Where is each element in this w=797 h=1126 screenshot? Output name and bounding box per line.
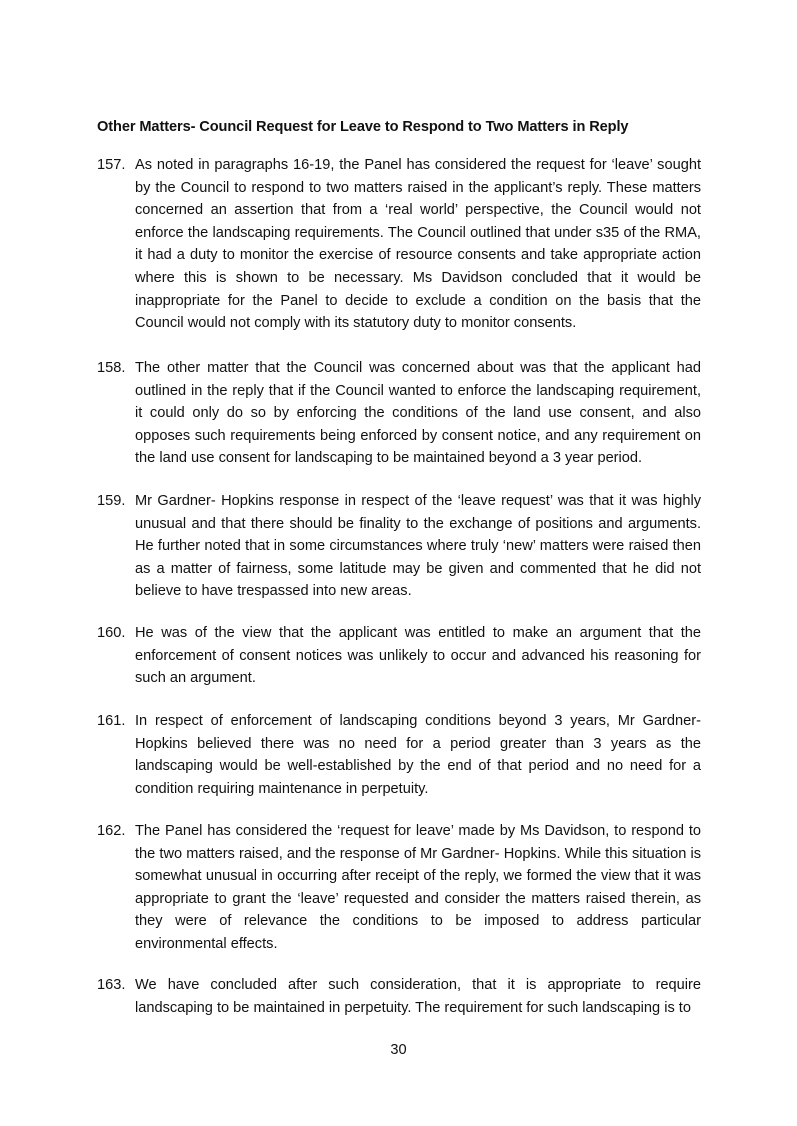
paragraph-161 xyxy=(97,710,701,800)
paragraph-text: We have concluded after such consideration, that it is appropriate to require landscaping to be maintained in perpetuity. The requirement for such landscaping is to xyxy=(135,977,701,1016)
paragraph-163 xyxy=(97,974,701,1019)
paragraph-number: 163. xyxy=(97,977,126,993)
paragraph-number: 157. xyxy=(97,157,126,173)
paragraph-number: 158. xyxy=(97,360,126,376)
paragraph-text: The Panel has considered the ‘request for leave’ made by Ms Davidson, to respond to the two matters raised, and the response of Mr Gardner- Hopkins. While this situation is somewhat unusual in occurring after receipt of the reply, we formed the view that it was appropriate to grant the ‘leave’ requested and consider the matters raised therein, as they were of relevance the conditions to be imposed to address particular environmental effects. xyxy=(135,823,701,952)
paragraph-number: 161. xyxy=(97,713,126,729)
section-heading: Other Matters- Council Request for Leave to Respond to Two Matters in Reply xyxy=(97,119,629,135)
paragraph-text: In respect of enforcement of landscaping conditions beyond 3 years, Mr Gardner- Hopkins believed there was no need for a period greater than 3 years as the landscaping would be well-established by the end of that period and no need for a condition requiring maintenance in perpetuity. xyxy=(135,713,701,797)
paragraph-number: 159. xyxy=(97,493,126,509)
paragraph-158 xyxy=(97,357,701,470)
paragraph-157 xyxy=(97,154,701,335)
paragraph-160 xyxy=(97,622,701,690)
paragraph-text: The other matter that the Council was concerned about was that the applicant had outlined in the reply that if the Council wanted to enforce the landscaping requirement, it could only do so by enforcing the conditions of the land use consent, and also opposes such requirements being enforced by consent notice, and any requirement on the land use consent for landscaping to be maintained beyond a 3 year period. xyxy=(135,360,701,467)
paragraph-text: Mr Gardner- Hopkins response in respect of the ‘leave request’ was that it was highly unusual and that there should be finality to the exchange of positions and arguments. He further noted that in some circumstances where truly ‘new’ matters were raised then as a matter of fairness, some latitude may be given and commented that he did not believe to have trespassed into new areas. xyxy=(135,493,701,600)
page-number: 30 xyxy=(390,1042,407,1058)
paragraph-text: As noted in paragraphs 16-19, the Panel has considered the request for ‘leave’ sought by the Council to respond to two matters raised in the applicant’s reply. These matters concerned an assertion that from a ‘real world’ perspective, the Council would not enforce the landscaping requirements. The Council outlined that under s35 of the RMA, it had a duty to monitor the exercise of resource consents and take appropriate action where this is shown to be necessary. Ms Davidson concluded that it would be inappropriate for the Panel to decide to exclude a condition on the basis that the Council would not comply with its statutory duty to monitor consents. xyxy=(135,157,701,332)
paragraph-159 xyxy=(97,490,701,603)
paragraph-number: 160. xyxy=(97,625,126,641)
paragraph-number: 162. xyxy=(97,823,126,839)
paragraph-162 xyxy=(97,820,701,956)
paragraph-text: He was of the view that the applicant was entitled to make an argument that the enforcement of consent notices was unlikely to occur and advanced his reasoning for such an argument. xyxy=(135,625,701,687)
